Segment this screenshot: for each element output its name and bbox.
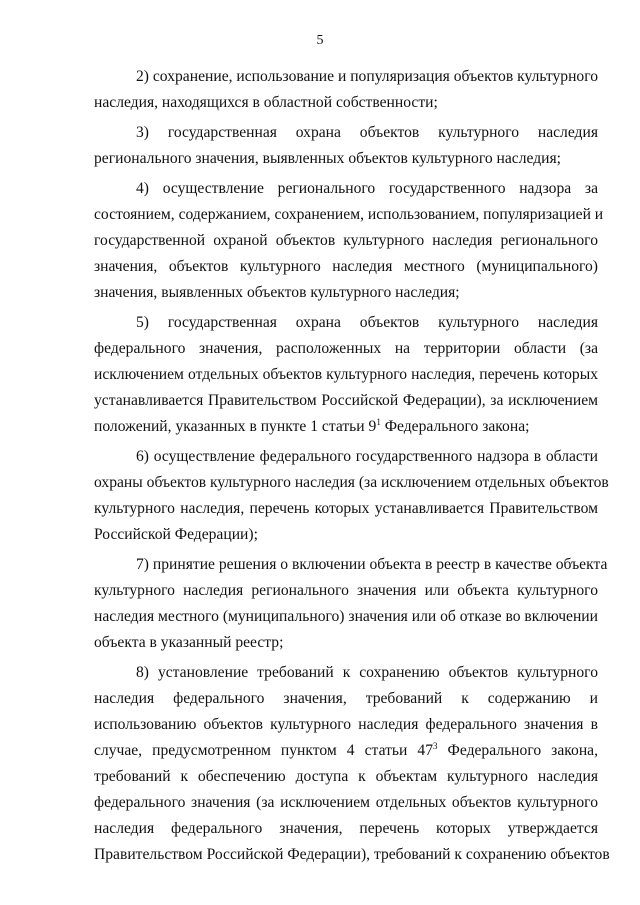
text-fragment: Федерального закона; — [380, 418, 530, 435]
text-fragment: положений, указанных в пункте 1 статьи 9 — [94, 418, 377, 435]
paragraph-item-6 — [94, 444, 609, 548]
text-line: федерального значения (за исключением отдельных объектов культурного — [94, 794, 598, 811]
text-line: охраны объектов культурного наследия (за исключением отдельных объектов — [94, 474, 609, 491]
paragraph-item-2 — [94, 64, 598, 116]
text-line: наследия федерального значения, перечень которых утверждается — [94, 820, 598, 837]
page-number: 5 — [316, 33, 324, 48]
text-line: регионального значения, выявленных объектов культурного наследия; — [94, 150, 562, 167]
document-body — [94, 64, 610, 872]
text-line: 3) государственная охрана объектов культурного наследия — [136, 124, 598, 141]
paragraph-item-7 — [94, 552, 608, 656]
text-line: 5) государственная охрана объектов культурного наследия — [136, 314, 598, 331]
text-line: исключением отдельных объектов культурного наследия, перечень которых — [94, 366, 598, 383]
text-line: 6) осуществление федерального государственного надзора в области — [136, 448, 598, 465]
text-line: культурного наследия регионального значения или объекта культурного — [94, 582, 598, 599]
text-line: наследия федерального значения, требований к содержанию и — [94, 690, 598, 707]
paragraph-item-3 — [94, 120, 598, 172]
text-line: 2) сохранение, использование и популяризация объектов культурного — [136, 68, 599, 85]
text-fragment: случае, предусмотренном пунктом 4 статьи 47 — [94, 742, 433, 759]
text-line: 4) осуществление регионального государственного надзора за — [136, 180, 598, 197]
text-fragment: Федерального закона, — [437, 742, 598, 759]
text-line: состоянием, содержанием, сохранением, использованием, популяризацией и — [94, 206, 604, 223]
text-line: наследия местного (муниципального) значения или об отказе во включении — [94, 608, 598, 625]
paragraph-item-8 — [94, 660, 610, 868]
text-line: требований к обеспечению доступа к объектам культурного наследия — [94, 768, 598, 785]
paragraph-item-4 — [94, 176, 604, 306]
text-line — [94, 738, 598, 764]
text-line: культурного наследия, перечень которых устанавливается Правительством — [94, 500, 598, 517]
superscript: 3 — [433, 741, 438, 751]
superscript: 1 — [376, 417, 381, 427]
text-line: государственной охраной объектов культурного наследия регионального — [94, 232, 598, 249]
text-line: 7) принятие решения о включении объекта в реестр в качестве объекта — [136, 556, 608, 573]
text-line: значения, выявленных объектов культурного наследия; — [94, 284, 460, 301]
text-line: значения, объектов культурного наследия местного (муниципального) — [94, 258, 598, 275]
text-line — [94, 414, 598, 440]
text-line: наследия, находящихся в областной собственности; — [94, 94, 438, 111]
text-line: федерального значения, расположенных на территории области (за — [94, 340, 598, 357]
text-line: устанавливается Правительством Российской Федерации), за исключением — [94, 392, 598, 409]
paragraph-item-5 — [94, 310, 598, 440]
text-line: Правительством Российской Федерации), требований к сохранению объектов — [94, 846, 610, 863]
text-line: 8) установление требований к сохранению объектов культурного — [136, 664, 598, 681]
text-line: объекта в указанный реестр; — [94, 634, 284, 651]
text-line: использованию объектов культурного наследия федерального значения в — [94, 716, 598, 733]
text-line: Российской Федерации); — [94, 526, 258, 543]
